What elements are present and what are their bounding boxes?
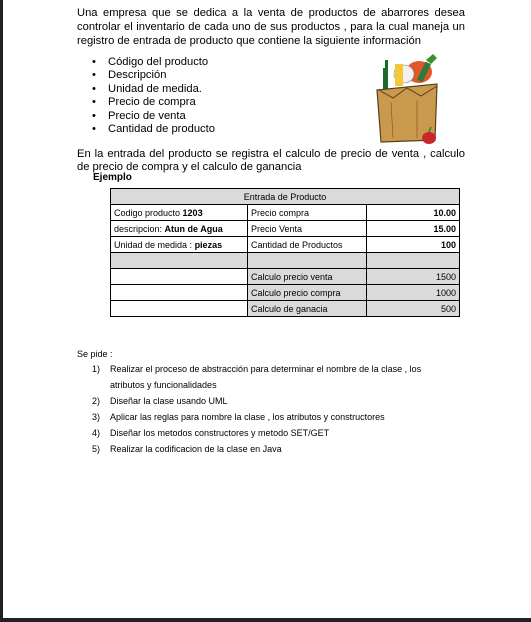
code-cell <box>111 205 248 221</box>
step-text: Realizar el proceso de abstracción para determinar el nombre de la clase , los <box>110 364 422 374</box>
empty-cell <box>111 285 248 301</box>
table-row <box>111 237 460 253</box>
step-number: 4) <box>92 428 101 438</box>
table-row <box>111 301 460 317</box>
list-item <box>92 425 482 441</box>
calc-profit-label: Calculo de ganacia <box>248 301 367 317</box>
step-number: 3) <box>92 412 101 422</box>
table-row <box>111 285 460 301</box>
code-label: Codigo producto <box>114 207 183 218</box>
unit-value: piezas <box>194 239 223 250</box>
step-number: 1) <box>92 364 101 374</box>
code-value: 1203 <box>182 207 203 218</box>
buy-price-value: 10.00 <box>367 205 460 221</box>
unit-label: Unidad de medida : <box>114 239 195 250</box>
table-row <box>111 221 460 237</box>
empty-cell <box>111 301 248 317</box>
step-text: Aplicar las reglas para nombre la clase , los atributos y constructores <box>110 412 385 422</box>
step-continuation: atributos y funcionalidades <box>110 380 217 390</box>
list-item: • Descripción <box>92 69 215 82</box>
table-row <box>111 269 460 285</box>
sell-price-label: Precio Venta <box>248 221 367 237</box>
step-text: Realizar la codificacion de la clase en Java <box>110 444 282 454</box>
empty-cell <box>367 253 460 269</box>
list-item <box>92 361 482 377</box>
list-item: • Código del producto <box>92 56 215 69</box>
table-title: Entrada de Producto <box>111 189 460 205</box>
step-number: 2) <box>92 396 101 406</box>
description-label: descripcion: <box>114 223 165 234</box>
calc-sell-value: 1500 <box>367 269 460 285</box>
list-item: • Cantidad de producto <box>92 123 215 136</box>
calc-sell-label: Calculo precio venta <box>248 269 367 285</box>
table-row <box>111 205 460 221</box>
empty-cell <box>111 269 248 285</box>
requirements-heading: Se pide : <box>77 349 113 359</box>
list-item <box>92 409 482 425</box>
quantity-label: Cantidad de Productos <box>248 237 367 253</box>
requirements-list <box>92 361 482 457</box>
step-text: Diseñar los metodos constructores y metodo SET/GET <box>110 428 330 438</box>
list-item: • Precio de compra <box>92 96 215 109</box>
empty-cell <box>111 253 248 269</box>
calc-profit-value: 500 <box>367 301 460 317</box>
buy-price-label: Precio compra <box>248 205 367 221</box>
list-item <box>92 393 482 409</box>
description-cell <box>111 221 248 237</box>
unit-cell <box>111 237 248 253</box>
entry-paragraph: En la entrada del producto se registra el calculo de precio de venta , calculo de precio de compra y el calculo de ganancia <box>77 148 465 173</box>
intro-paragraph: Una empresa que se dedica a la venta de productos de abarrores desea controlar el inventario de cada uno de sus productos , para la cual maneja un registro de entrada de producto que contiene la siguiente información <box>77 7 465 47</box>
calc-buy-label: Calculo precio compra <box>248 285 367 301</box>
calc-buy-value: 1000 <box>367 285 460 301</box>
step-number: 5) <box>92 444 101 454</box>
sell-price-value: 15.00 <box>367 221 460 237</box>
empty-cell <box>248 253 367 269</box>
example-label: Ejemplo <box>93 172 132 183</box>
list-item <box>92 441 482 457</box>
description-value: Atun de Agua <box>164 223 223 234</box>
grocery-bag-illustration <box>371 50 443 146</box>
table-row <box>111 253 460 269</box>
list-item: • Unidad de medida. <box>92 83 215 96</box>
product-entry-table <box>110 188 460 317</box>
quantity-value: 100 <box>367 237 460 253</box>
list-item: • Precio de venta <box>92 110 215 123</box>
step-text: Diseñar la clase usando UML <box>110 396 228 406</box>
page-bottom-edge <box>0 618 531 622</box>
page-left-edge <box>0 0 3 622</box>
attribute-list <box>92 56 215 136</box>
